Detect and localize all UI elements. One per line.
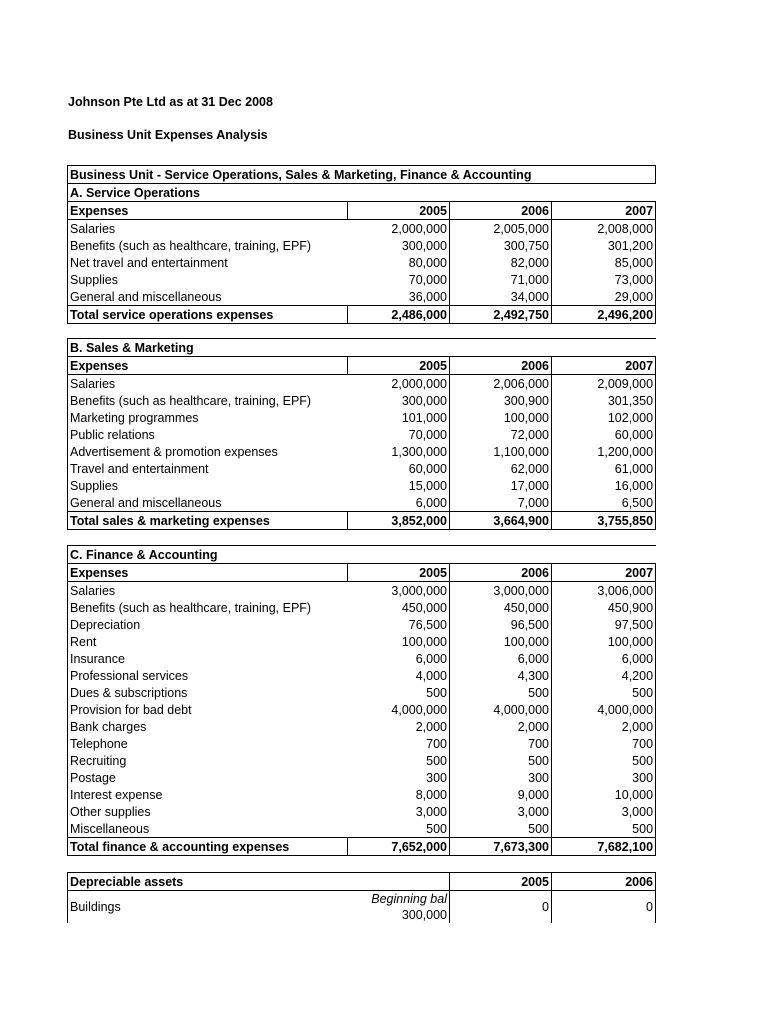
finance-row	[68, 752, 656, 769]
sales-value-2007: 61,000	[552, 460, 656, 477]
finance-row-label: Provision for bad debt	[68, 701, 348, 718]
finance-row	[68, 701, 656, 718]
finance-value-2007: 500	[552, 820, 656, 838]
assets-header-blank	[348, 873, 450, 891]
finance-value-2005: 700	[348, 735, 450, 752]
service-value-2006: 82,000	[450, 254, 552, 271]
sales-value-2005: 70,000	[348, 426, 450, 443]
finance-value-2005: 100,000	[348, 633, 450, 650]
sales-header-2006: 2006	[450, 357, 552, 375]
sales-header-row	[68, 357, 656, 375]
finance-value-2007: 10,000	[552, 786, 656, 803]
finance-total-2005: 7,652,000	[348, 838, 450, 856]
finance-value-2007: 500	[552, 752, 656, 769]
finance-value-2007: 4,200	[552, 667, 656, 684]
service-total-2006: 2,492,750	[450, 306, 552, 324]
finance-value-2005: 4,000	[348, 667, 450, 684]
sales-row-label: Travel and entertainment	[68, 460, 348, 477]
sales-marketing-table	[67, 338, 656, 530]
asset-2006: 0	[552, 891, 656, 924]
sales-value-2005: 101,000	[348, 409, 450, 426]
sales-value-2007: 60,000	[552, 426, 656, 443]
finance-header-label: Expenses	[68, 564, 348, 582]
finance-row	[68, 786, 656, 803]
finance-value-2006: 500	[450, 820, 552, 838]
finance-value-2006: 9,000	[450, 786, 552, 803]
finance-value-2005: 4,000,000	[348, 701, 450, 718]
service-header-label: Expenses	[68, 202, 348, 220]
finance-value-2007: 700	[552, 735, 656, 752]
service-total-label: Total service operations expenses	[68, 306, 348, 324]
finance-row	[68, 582, 656, 600]
finance-total-row	[68, 838, 656, 856]
finance-value-2006: 3,000	[450, 803, 552, 820]
finance-value-2005: 2,000	[348, 718, 450, 735]
sales-row-label: General and miscellaneous	[68, 494, 348, 512]
sales-row	[68, 426, 656, 443]
service-value-2006: 2,005,000	[450, 220, 552, 238]
service-row-label: Net travel and entertainment	[68, 254, 348, 271]
finance-value-2007: 3,006,000	[552, 582, 656, 600]
sales-value-2006: 62,000	[450, 460, 552, 477]
sales-total-2006: 3,664,900	[450, 512, 552, 530]
sales-row	[68, 494, 656, 512]
finance-value-2005: 3,000,000	[348, 582, 450, 600]
finance-value-2007: 100,000	[552, 633, 656, 650]
finance-value-2006: 4,300	[450, 667, 552, 684]
sales-value-2006: 300,900	[450, 392, 552, 409]
finance-value-2006: 700	[450, 735, 552, 752]
sales-row	[68, 409, 656, 426]
sales-value-2006: 2,006,000	[450, 375, 552, 393]
service-operations-table	[67, 165, 656, 324]
sales-total-row	[68, 512, 656, 530]
service-header-2007: 2007	[552, 202, 656, 220]
service-row-label: General and miscellaneous	[68, 288, 348, 306]
finance-row-label: Insurance	[68, 650, 348, 667]
beginning-bal-value: 300,000	[401, 908, 447, 922]
finance-value-2006: 2,000	[450, 718, 552, 735]
sales-header-2005: 2005	[348, 357, 450, 375]
sales-row-label: Public relations	[68, 426, 348, 443]
finance-value-2005: 8,000	[348, 786, 450, 803]
finance-value-2005: 300	[348, 769, 450, 786]
finance-header-2006: 2006	[450, 564, 552, 582]
finance-row	[68, 650, 656, 667]
finance-value-2006: 96,500	[450, 616, 552, 633]
sales-total-label: Total sales & marketing expenses	[68, 512, 348, 530]
finance-row-label: Interest expense	[68, 786, 348, 803]
finance-value-2007: 500	[552, 684, 656, 701]
sales-row-label: Marketing programmes	[68, 409, 348, 426]
sales-row-label: Supplies	[68, 477, 348, 494]
finance-row-label: Miscellaneous	[68, 820, 348, 838]
finance-value-2006: 450,000	[450, 599, 552, 616]
service-row-label: Supplies	[68, 271, 348, 288]
sales-value-2005: 1,300,000	[348, 443, 450, 460]
service-section-title: A. Service Operations	[68, 184, 656, 202]
finance-row-label: Salaries	[68, 582, 348, 600]
service-header-2005: 2005	[348, 202, 450, 220]
asset-2005: 0	[450, 891, 552, 924]
finance-row-label: Benefits (such as healthcare, training, EPF)	[68, 599, 348, 616]
finance-value-2006: 300	[450, 769, 552, 786]
finance-row-label: Depreciation	[68, 616, 348, 633]
finance-row	[68, 616, 656, 633]
finance-value-2007: 300	[552, 769, 656, 786]
service-value-2007: 73,000	[552, 271, 656, 288]
finance-row-label: Bank charges	[68, 718, 348, 735]
asset-name: Buildings	[68, 891, 348, 924]
finance-value-2006: 3,000,000	[450, 582, 552, 600]
finance-row	[68, 820, 656, 838]
finance-value-2007: 4,000,000	[552, 701, 656, 718]
business-unit-header: Business Unit - Service Operations, Sales & Marketing, Finance & Accounting	[68, 166, 656, 184]
finance-row	[68, 769, 656, 786]
finance-value-2006: 100,000	[450, 633, 552, 650]
sales-value-2006: 100,000	[450, 409, 552, 426]
sales-value-2005: 60,000	[348, 460, 450, 477]
sales-total-2007: 3,755,850	[552, 512, 656, 530]
sales-row	[68, 460, 656, 477]
service-value-2005: 80,000	[348, 254, 450, 271]
sales-row	[68, 443, 656, 460]
finance-header-2005: 2005	[348, 564, 450, 582]
asset-beginning-balance	[348, 891, 450, 924]
sales-value-2006: 7,000	[450, 494, 552, 512]
assets-header-2006: 2006	[552, 873, 656, 891]
finance-total-2007: 7,682,100	[552, 838, 656, 856]
finance-value-2005: 6,000	[348, 650, 450, 667]
depreciable-assets-table	[67, 872, 656, 923]
sales-value-2007: 2,009,000	[552, 375, 656, 393]
sales-value-2005: 2,000,000	[348, 375, 450, 393]
beginning-bal-label: Beginning bal	[371, 892, 447, 906]
finance-value-2005: 76,500	[348, 616, 450, 633]
finance-value-2006: 500	[450, 684, 552, 701]
finance-row-label: Recruiting	[68, 752, 348, 769]
service-value-2005: 2,000,000	[348, 220, 450, 238]
finance-section-title: C. Finance & Accounting	[68, 546, 656, 564]
sales-value-2007: 102,000	[552, 409, 656, 426]
service-row	[68, 237, 656, 254]
finance-total-label: Total finance & accounting expenses	[68, 838, 348, 856]
sales-section-title: B. Sales & Marketing	[68, 339, 656, 357]
service-value-2005: 36,000	[348, 288, 450, 306]
sales-value-2005: 15,000	[348, 477, 450, 494]
service-value-2006: 34,000	[450, 288, 552, 306]
sales-value-2007: 301,350	[552, 392, 656, 409]
sales-row-label: Benefits (such as healthcare, training, EPF)	[68, 392, 348, 409]
sales-header-2007: 2007	[552, 357, 656, 375]
sales-value-2007: 6,500	[552, 494, 656, 512]
service-total-2007: 2,496,200	[552, 306, 656, 324]
service-total-row	[68, 306, 656, 324]
service-value-2006: 300,750	[450, 237, 552, 254]
service-value-2007: 301,200	[552, 237, 656, 254]
service-value-2006: 71,000	[450, 271, 552, 288]
sales-row-label: Salaries	[68, 375, 348, 393]
finance-row-label: Telephone	[68, 735, 348, 752]
sales-row	[68, 375, 656, 393]
finance-value-2006: 500	[450, 752, 552, 769]
finance-header-row	[68, 564, 656, 582]
finance-row-label: Dues & subscriptions	[68, 684, 348, 701]
finance-row	[68, 718, 656, 735]
finance-value-2005: 500	[348, 752, 450, 769]
sales-value-2007: 16,000	[552, 477, 656, 494]
finance-row	[68, 803, 656, 820]
service-row	[68, 271, 656, 288]
finance-row-label: Professional services	[68, 667, 348, 684]
finance-value-2007: 2,000	[552, 718, 656, 735]
service-total-2005: 2,486,000	[348, 306, 450, 324]
finance-value-2005: 450,000	[348, 599, 450, 616]
sales-row-label: Advertisement & promotion expenses	[68, 443, 348, 460]
service-header-row	[68, 202, 656, 220]
finance-row	[68, 667, 656, 684]
finance-total-2006: 7,673,300	[450, 838, 552, 856]
finance-row	[68, 599, 656, 616]
finance-header-2007: 2007	[552, 564, 656, 582]
finance-row-label: Postage	[68, 769, 348, 786]
assets-header-row	[68, 873, 656, 891]
finance-value-2006: 6,000	[450, 650, 552, 667]
finance-row	[68, 633, 656, 650]
finance-value-2005: 3,000	[348, 803, 450, 820]
service-value-2007: 29,000	[552, 288, 656, 306]
sales-value-2005: 300,000	[348, 392, 450, 409]
service-row	[68, 254, 656, 271]
service-value-2007: 2,008,000	[552, 220, 656, 238]
service-value-2007: 85,000	[552, 254, 656, 271]
sales-row	[68, 477, 656, 494]
finance-value-2005: 500	[348, 820, 450, 838]
finance-value-2007: 3,000	[552, 803, 656, 820]
service-value-2005: 300,000	[348, 237, 450, 254]
service-value-2005: 70,000	[348, 271, 450, 288]
report-title: Johnson Pte Ltd as at 31 Dec 2008	[68, 95, 273, 109]
service-row	[68, 288, 656, 306]
service-section-row	[68, 184, 656, 202]
finance-row-label: Rent	[68, 633, 348, 650]
sales-value-2006: 1,100,000	[450, 443, 552, 460]
assets-header-label: Depreciable assets	[68, 873, 348, 891]
sales-section-row	[68, 339, 656, 357]
sales-value-2005: 6,000	[348, 494, 450, 512]
service-row	[68, 220, 656, 238]
finance-value-2006: 4,000,000	[450, 701, 552, 718]
sales-header-label: Expenses	[68, 357, 348, 375]
finance-value-2005: 500	[348, 684, 450, 701]
sales-value-2006: 17,000	[450, 477, 552, 494]
assets-header-2005: 2005	[450, 873, 552, 891]
finance-value-2007: 450,900	[552, 599, 656, 616]
finance-row	[68, 735, 656, 752]
sales-row	[68, 392, 656, 409]
sales-total-2005: 3,852,000	[348, 512, 450, 530]
assets-row	[68, 891, 656, 924]
service-header-2006: 2006	[450, 202, 552, 220]
finance-section-row	[68, 546, 656, 564]
finance-value-2007: 6,000	[552, 650, 656, 667]
sales-value-2006: 72,000	[450, 426, 552, 443]
finance-accounting-table	[67, 545, 656, 856]
service-business-unit-row	[68, 166, 656, 184]
report-subtitle: Business Unit Expenses Analysis	[68, 128, 268, 142]
service-row-label: Benefits (such as healthcare, training, EPF)	[68, 237, 348, 254]
service-row-label: Salaries	[68, 220, 348, 238]
finance-row	[68, 684, 656, 701]
sales-value-2007: 1,200,000	[552, 443, 656, 460]
finance-value-2007: 97,500	[552, 616, 656, 633]
finance-row-label: Other supplies	[68, 803, 348, 820]
